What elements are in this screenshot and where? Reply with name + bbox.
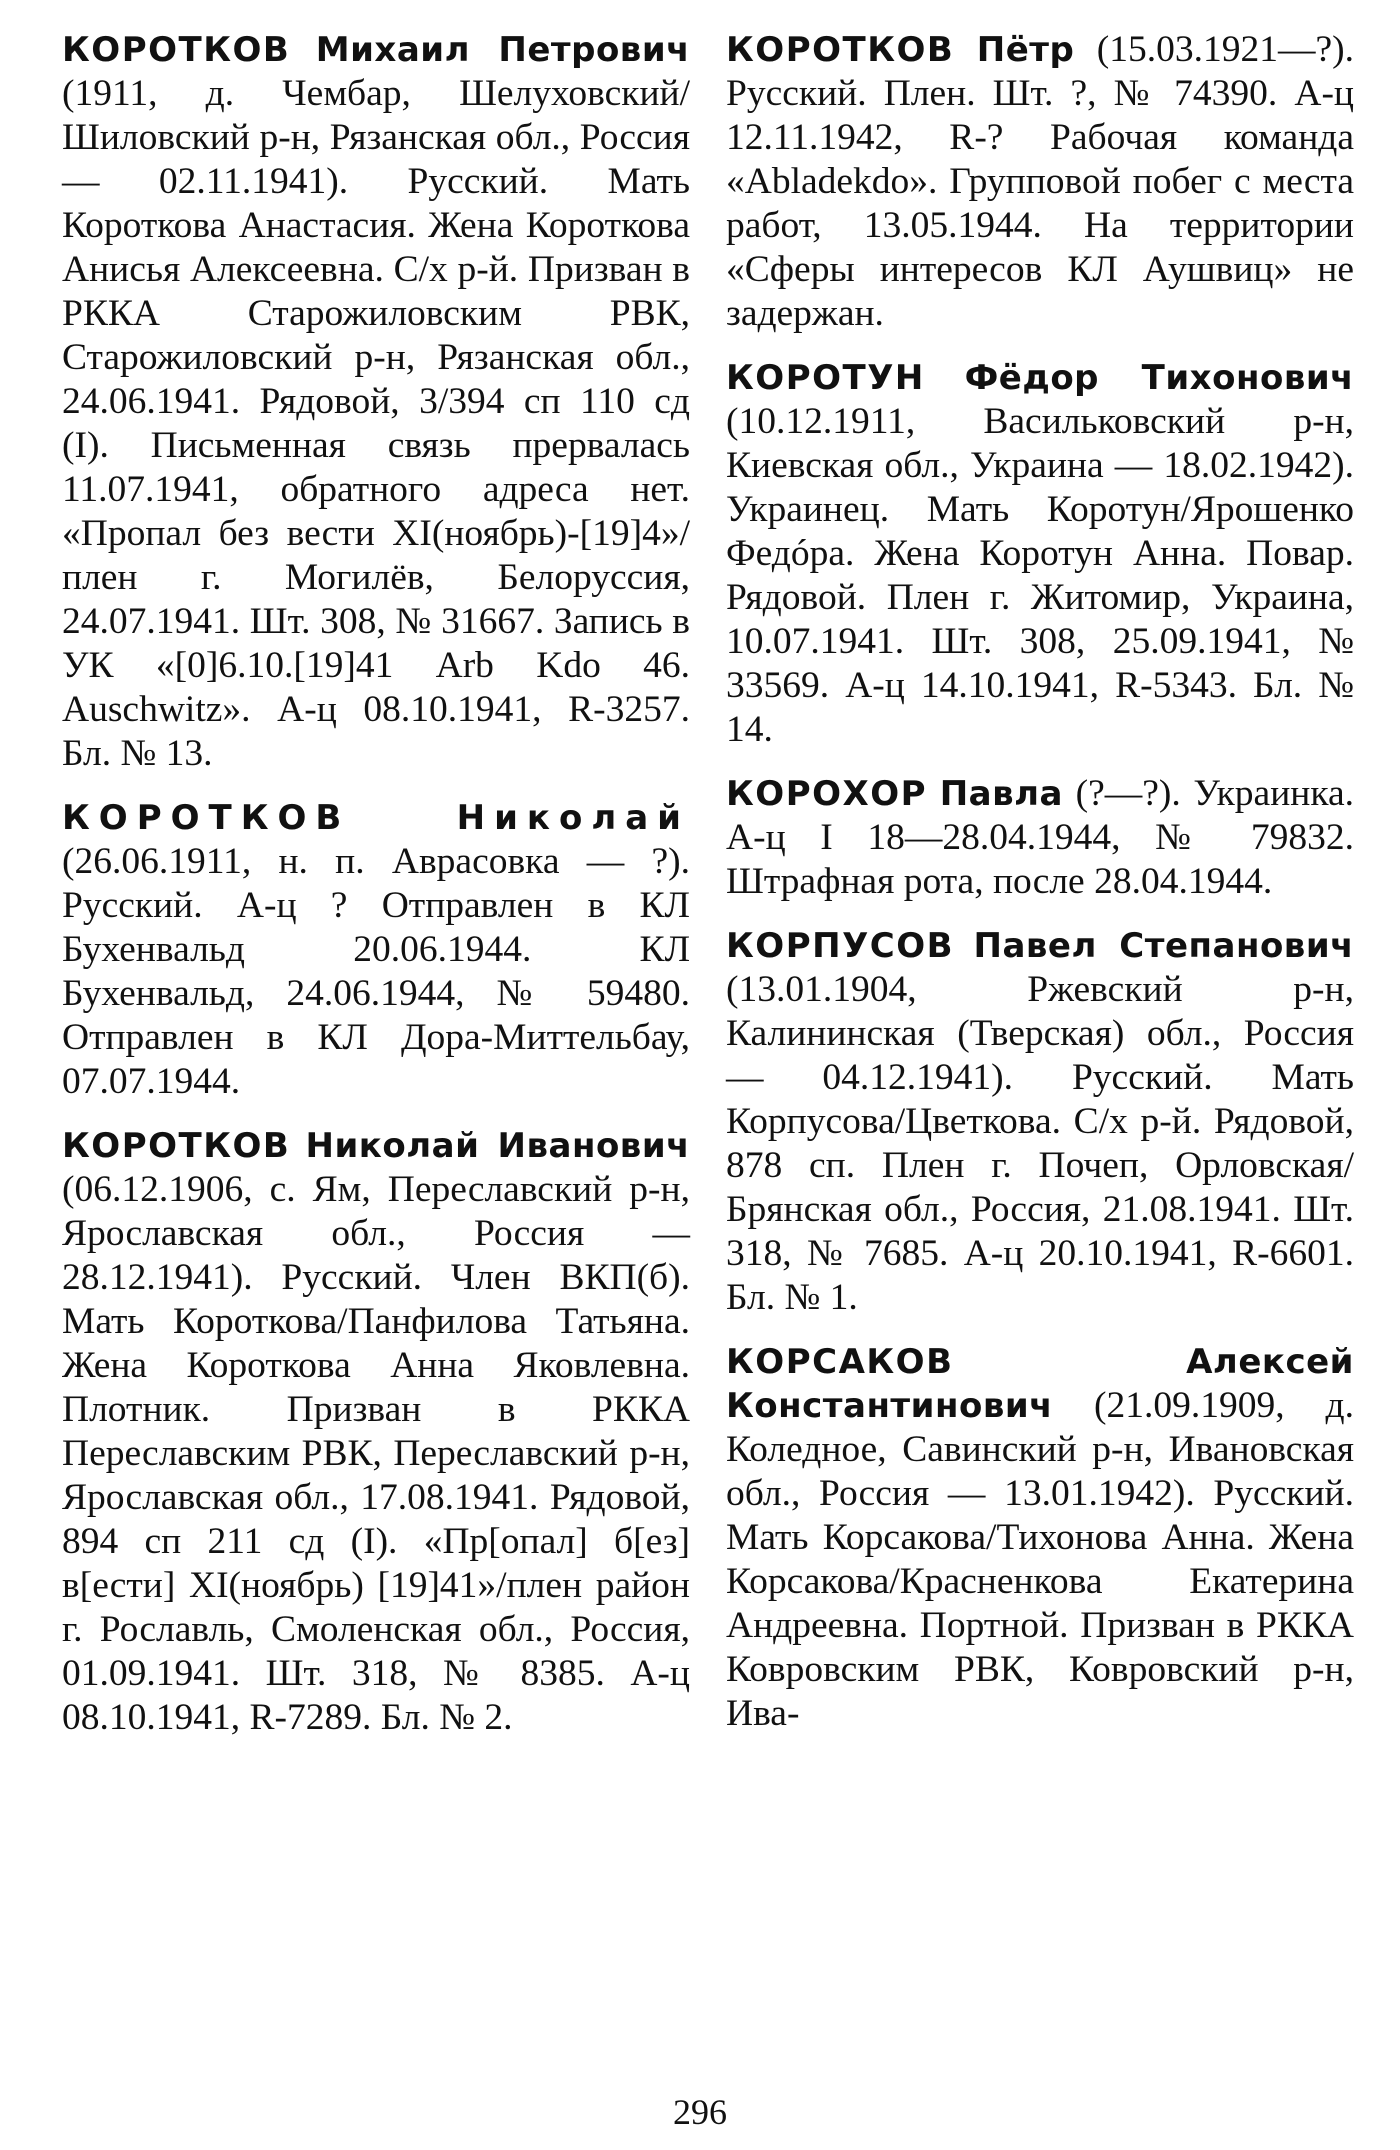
entry-given-name: Павла [939,774,1063,814]
entry-given-name: Михаил Петрович [315,30,690,70]
entry [726,356,1354,752]
left-column [62,28,690,1760]
entry-details: (06.12.1906, с. Ям, Переславский р-н, Ярославская обл., Россия — 28.12.1941). Русский. Член ВКП(б). Мать Короткова/Панфилова Татьяна. Жена Короткова Анна Яковлевна. Плотник. Призван в РККА Переславским РВК, Переславский р-н, Ярославская обл., 17.08.1941. Рядовой, 894 сп 211 сд (I). «Пр[опал] б[ез] в[ести] XI(ноябрь) [19]41»/плен район г. Рославль, Смоленская обл., Россия, 01.09.1941. Шт. 318, № 8385. А-ц 08.10.1941, R-7289. Бл. № 2. [62,1169,690,1738]
entry [726,772,1354,904]
entry-details: (21.09.1909, д. Коледное, Савинский р-н, Ивановская обл., Россия — 13.01.1942). Русский. Мать Корсакова/Тихонова Анна. Жена Корсакова/Красненкова Екатерина Андреевна. Портной. Призван в РККА Ковровским РВК, Ковровский р-н, Ива- [726,1385,1354,1734]
entry-surname: КОРОТКОВ [62,1126,291,1166]
entry-given-name: Николай [456,798,690,838]
entry-given-name: Фёдор Тихонович [964,358,1354,398]
right-column [726,28,1354,1756]
entry [726,924,1354,1320]
entry-given-name: Павел Степанович [973,926,1354,966]
entry-surname: КОРСАКОВ [726,1342,954,1382]
entry-given-name: Николай Иванович [305,1126,690,1166]
entry [62,796,690,1104]
entry-surname: КОРОТКОВ [62,30,291,70]
entry-surname: КОРОТКОВ [62,798,351,838]
entry-details: (13.01.1904, Ржевский р-н, Калининская (Тверская) обл., Россия — 04.12.1941). Русский. Мать Корпусова/Цветкова. С/х р-й. Рядовой, 878 сп. Плен г. Почеп, Орловская/Брянская обл., Россия, 21.08.1941. Шт. 318, № 7685. А-ц 20.10.1941, R-6601. Бл. № 1. [726,969,1354,1318]
entry [62,1124,690,1740]
entry-surname: КОРОХОР [726,774,928,814]
entry-details: (?—?). Украинка. А-ц I 18—28.04.1944, № 79832. Штрафная рота, после 28.04.1944. [726,773,1355,902]
entry-given-name: Пётр [976,30,1075,70]
entry-surname: КОРПУСОВ [726,926,955,966]
entry [726,1340,1354,1736]
entry-surname: КОРОТУН [726,358,925,398]
entry-surname: КОРОТКОВ [726,30,955,70]
page-number: 296 [673,2092,727,2132]
entry-details: (1911, д. Чембар, Шелуховский/Шиловский р-н, Рязанская обл., Россия — 02.11.1941). Русский. Мать Короткова Анастасия. Жена Короткова Анисья Алексеевна. С/х р-й. Призван в РККА Старожиловским РВК, Старожиловский р-н, Рязанская обл., 24.06.1941. Рядовой, 3/394 сп 110 сд (I). Письменная связь прервалась 11.07.1941, обратного адреса нет. «Пропал без вести XI(ноябрь)-[19]4»/плен г. Могилёв, Белоруссия, 24.07.1941. Шт. 308, № 31667. Запись в УК «[0]6.10.[19]41 Arb Kdo 46. Auschwitz». А-ц 08.10.1941, R-3257. Бл. № 13. [62,73,690,774]
entry-details: (15.03.1921—?). Русский. Плен. Шт. ?, № 74390. А-ц 12.11.1942, R-? Рабочая команда «Abladekdo». Групповой побег с места работ, 13.05.1944. На территории «Сферы интересов КЛ Аушвиц» не задержан. [726,29,1355,334]
entry-details: (10.12.1911, Васильковский р-н, Киевская обл., Украина — 18.02.1942). Украинец. Мать Коротун/Ярошенко Федóра. Жена Коротун Анна. Повар. Рядовой. Плен г. Житомир, Украина, 10.07.1941. Шт. 308, 25.09.1941, № 33569. А-ц 14.10.1941, R-5343. Бл. № 14. [726,401,1354,750]
entry [726,28,1354,336]
entry [62,28,690,776]
entry-details: (26.06.1911, н. п. Аврасовка — ?). Русский. А-ц ? Отправлен в КЛ Бухенвальд 20.06.1944. КЛ Бухенвальд, 24.06.1944, № 59480. Отправлен в КЛ Дора-Миттельбау, 07.07.1944. [62,841,690,1102]
entry-given-name: Алексей Константинович [726,1342,1354,1426]
